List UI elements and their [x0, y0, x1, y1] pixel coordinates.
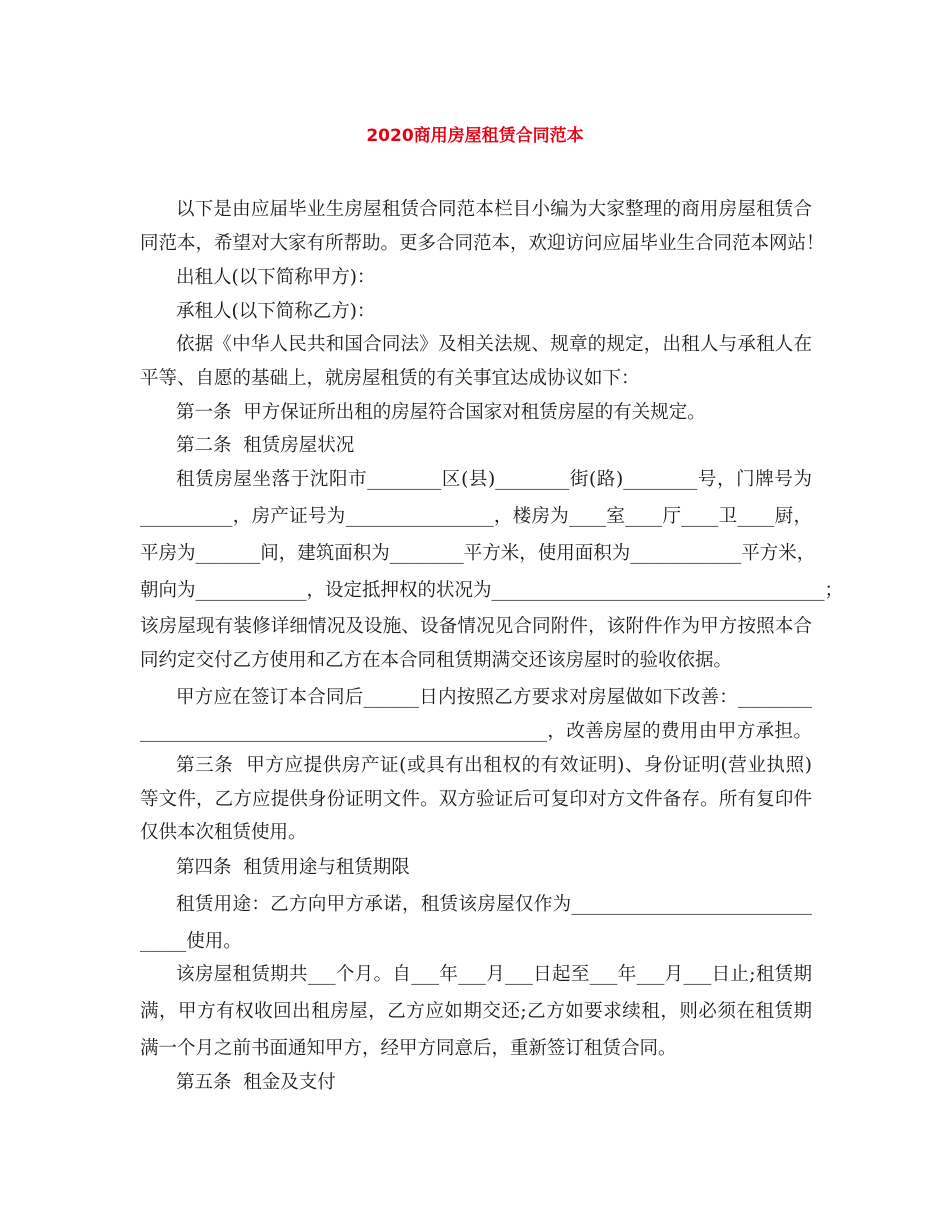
intro-line-2: 同范本，希望对大家有所帮助。更多合同范本，欢迎访问应届毕业生合同范本网站！ — [140, 233, 825, 254]
article-2-line-4: 朝向为____________，设定抵押权的状况为____________________________________； — [140, 580, 844, 601]
article-5-heading: 第五条 租金及支付 — [176, 1072, 336, 1093]
intro-line-1: 以下是由应届毕业生房屋租赁合同范本栏目小编为大家整理的商用房屋租赁合 — [176, 199, 812, 220]
article-4-heading: 第四条 租赁用途与租赁期限 — [176, 857, 410, 878]
article-3-line-3: 仅供本次租赁使用。 — [140, 822, 307, 843]
article-3-line-2: 等文件，乙方应提供身份证明文件。双方验证后可复印对方文件备存。所有复印件 — [140, 789, 812, 810]
purpose-line-1: 租赁用途：乙方向甲方承诺，租赁该房屋仅作为__________________________ — [176, 894, 812, 915]
article-1: 第一条 甲方保证所出租的房屋符合国家对租赁房屋的有关规定。 — [176, 402, 706, 423]
article-2-line-5: 该房屋现有装修详细情况及设施、设备情况见合同附件，该附件作为甲方按照本合 — [140, 616, 812, 637]
lessee-line: 承租人(以下简称乙方)： — [176, 301, 376, 322]
article-2-line-1: 租赁房屋坐落于沈阳市________区(县)________街(路)________号，门牌号为 — [176, 469, 812, 490]
term-line-3: 满一个月之前书面通知甲方，经甲方同意后，重新签订租赁合同。 — [140, 1038, 677, 1059]
lessor-line: 出租人(以下简称甲方)： — [176, 267, 376, 288]
term-line-2: 满，甲方有权收回出租房屋，乙方应如期交还;乙方如要求续租，则必须在租赁期 — [140, 1001, 812, 1022]
document-title: 2020商用房屋租赁合同范本 — [366, 126, 584, 146]
term-line-1: 该房屋租赁期共___个月。自___年___月___日起至___年___月___日止;租赁期 — [176, 964, 812, 985]
improvement-line-1: 甲方应在签订本合同后______日内按照乙方要求对房屋做如下改善：________ — [176, 687, 812, 708]
improvement-line-2: ____________________________________________，改善房屋的费用由甲方承担。 — [140, 721, 812, 742]
article-2-heading: 第二条 租赁房屋状况 — [176, 435, 355, 456]
purpose-line-2: _____使用。 — [140, 931, 242, 952]
article-2-line-6: 同约定交付乙方使用和乙方在本合同租赁期满交还该房屋时的验收依据。 — [140, 650, 733, 671]
article-3-line-1: 第三条 甲方应提供房产证(或具有出租权的有效证明)、身份证明(营业执照) — [176, 755, 812, 776]
article-2-line-3: 平房为_______间，建筑面积为________平方米，使用面积为____________平方米， — [140, 543, 816, 564]
basis-line-2: 平等、自愿的基础上，就房屋租赁的有关事宜达成协议如下： — [140, 368, 640, 389]
basis-line-1: 依据《中华人民共和国合同法》及相关法规、规章的规定，出租人与承租人在 — [176, 334, 812, 355]
article-2-line-2: __________，房产证号为________________，楼房为____室____厅____卫____厨， — [140, 506, 812, 527]
